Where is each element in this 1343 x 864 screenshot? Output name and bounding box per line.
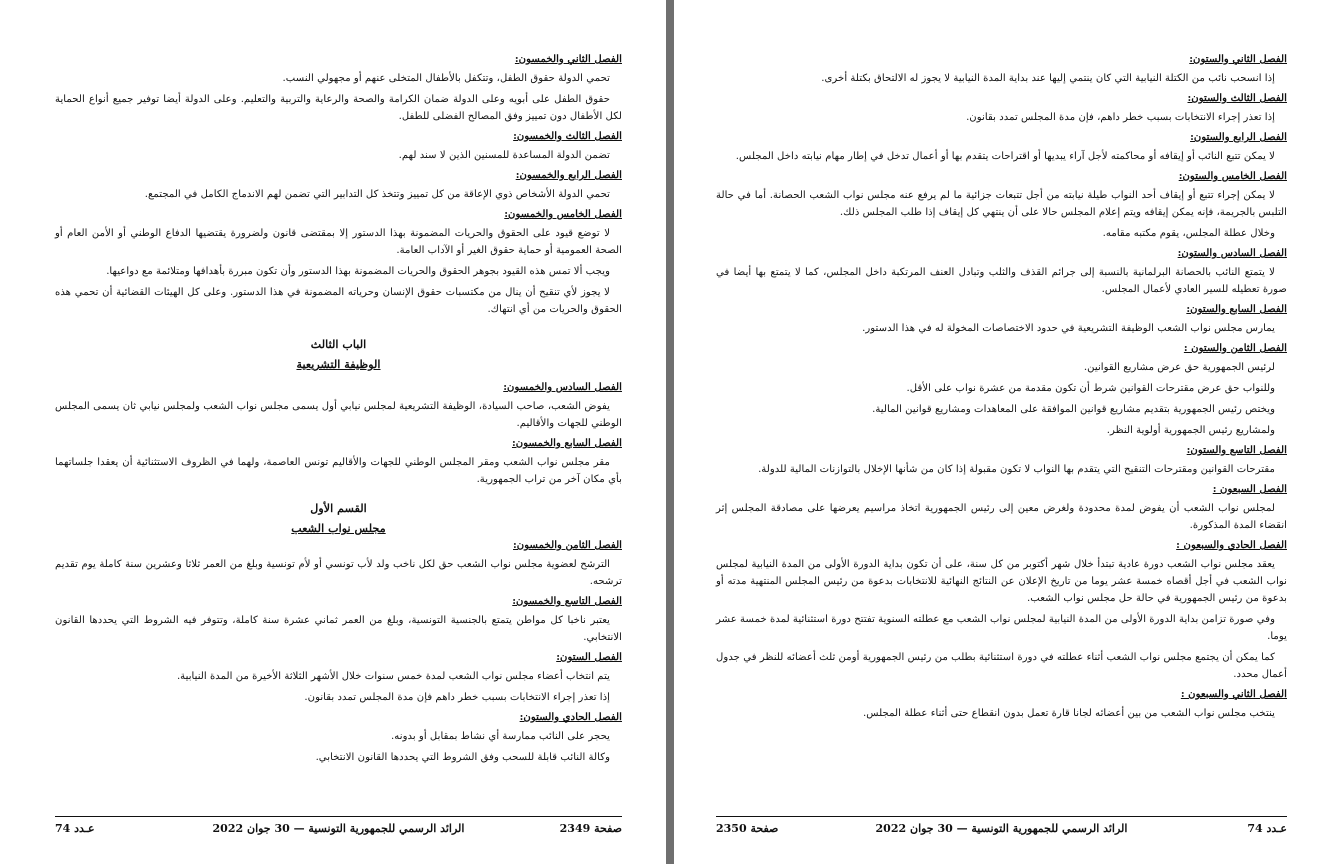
article-paragraph: يحجر على النائب ممارسة أي نشاط بمقابل أو بدونه.	[391, 731, 610, 742]
article-title: الفصل الثامن والخمسون:	[513, 539, 622, 551]
article-title: الفصل الثالث والخمسون:	[513, 130, 622, 142]
article-paragraph: وللنواب حق عرض مقترحات القوانين شرط أن تكون مقدمة من عشرة نواب على الأقل.	[906, 383, 1275, 394]
article-title: الفصل الخامس والستون:	[1178, 170, 1287, 182]
article-title: الفصل الثالث والستون:	[1187, 92, 1287, 104]
article-title: الفصل السادس والستون:	[1177, 247, 1287, 259]
chapter-title: الباب الثالث	[310, 337, 367, 351]
article-paragraph: لرئيس الجمهورية حق عرض مشاريع القوانين.	[1083, 362, 1275, 373]
article-paragraph: إذا تعذر إجراء الانتخابات بسبب خطر داهم فإن مدة المجلس تمدد بقانون.	[304, 692, 610, 703]
article-paragraph: لا يتمتع النائب بالحصانة البرلمانية بالنسبة إلى جرائم القذف والثلب وتبادل العنف المرتكبة داخل المجلس، كما لا يتمتع بها أيضا في صورة تعطيله للسير العادي لأعمال المجلس.	[716, 267, 1287, 295]
page-footer	[716, 822, 1287, 842]
article-paragraph: لا يمكن تتبع النائب أو إيقافه أو محاكمته لأجل آراء يبديها أو اقتراحات يتقدم بها أو أعمال تدخل في إطار مهام نيابته داخل المجلس.	[735, 151, 1275, 162]
left-sections-2	[55, 380, 622, 488]
article-title: الفصل الحادي والستون:	[519, 711, 622, 723]
article-paragraph: لا يمكن إجراء تتبع أو إيقاف أحد النواب طيلة نيابته من أجل تتبعات جزائية ما لم يرفع عنه مجلس نواب الشعب الحصانة. أما في حالة التلبس بالجريمة، فإنه يمكن إيقافه ويتم إعلام المجلس حالا على أن ينتهي كل إيقاف إذا طلب المجلس ذلك.	[716, 190, 1287, 218]
page-footer	[55, 822, 622, 842]
article-title: الفصل الستون:	[556, 651, 622, 663]
article-paragraph: مقترحات القوانين ومقترحات التنقيح التي يتقدم بها النواب لا تكون مقبولة إذا كان من شأنها الإخلال بالتوازنات المالية للدولة.	[758, 464, 1275, 475]
article-paragraph: ينتخب مجلس نواب الشعب من بين أعضائه لجانا قارة تعمل بدون انقطاع حتى أثناء عطلة المجلس.	[862, 708, 1275, 719]
article-paragraph: لمجلس نواب الشعب أن يفوض لمدة محدودة ولغرض معين إلى رئيس الجمهورية اتخاذ مراسيم يعرضها على مصادقة المجلس إثر انقضاء المدة المذكورة.	[716, 503, 1287, 531]
article-title: الفصل السابع والستون:	[1186, 303, 1287, 315]
article-title: الفصل السادس والخمسون:	[503, 381, 622, 393]
article-paragraph: وخلال عطلة المجلس، يقوم مكتبه مقامه.	[1102, 228, 1275, 239]
article-title: الفصل الرابع والخمسون:	[515, 169, 622, 181]
article-paragraph: تضمن الدولة المساعدة للمسنين الذين لا سند لهم.	[398, 150, 610, 161]
article-title: الفصل الثاني والخمسون:	[514, 53, 622, 65]
article-paragraph: الترشح لعضوية مجلس نواب الشعب حق لكل ناخب ولد لأب تونسي أو لأم تونسية وبلغ من العمر ثلاثا وعشرين سنة كاملة يوم تقديم ترشحه.	[55, 559, 622, 587]
article-title: الفصل الرابع والستون:	[1190, 131, 1287, 143]
article-title: الفصل الثاني والسبعون :	[1180, 688, 1287, 700]
article-title: الفصل الحادي والسبعون :	[1176, 539, 1287, 551]
article-paragraph: وكالة النائب قابلة للسحب وفق الشروط التي يحددها القانون الانتخابي.	[315, 752, 610, 763]
article-paragraph: ويختص رئيس الجمهورية بتقديم مشاريع قوانين الموافقة على المعاهدات ومشاريع قوانين المالية.	[872, 404, 1275, 415]
left-page	[0, 0, 666, 864]
article-paragraph: يفوض الشعب، صاحب السيادة، الوظيفة التشريعية لمجلس نيابي أول يسمى مجلس نواب الشعب ولمجلس نيابي ثان يسمى المجلس الوطني للجهات والأقاليم.	[55, 401, 622, 429]
journal-date: الرائد الرسمي للجمهورية التونسية — 30 جوان 2022	[875, 822, 1128, 835]
issue-number: عـدد 74	[1247, 822, 1287, 835]
article-title: الفصل الثاني والستون:	[1189, 53, 1287, 65]
article-paragraph: إذا تعذر إجراء الانتخابات بسبب خطر داهم، فإن مدة المجلس تمدد بقانون.	[966, 112, 1275, 123]
article-paragraph: تحمي الدولة الأشخاص ذوي الإعاقة من كل تمييز وتتخذ كل التدابير التي تضمن لهم الاندماج الكامل في المجتمع.	[144, 189, 610, 200]
article-paragraph: حقوق الطفل على أبويه وعلى الدولة ضمان الكرامة والصحة والرعاية والتربية والتعليم. وعلى الدولة أيضا توفير جميع أنواع الحماية لكل الأطفال دون تمييز وفق المصالح الفضلى للطفل.	[55, 94, 622, 122]
article-paragraph: تحمي الدولة حقوق الطفل، وتتكفل بالأطفال المتخلى عنهم أو مجهولي النسب.	[282, 73, 610, 84]
chapter-subtitle: الوظيفة التشريعية	[296, 357, 381, 371]
article-paragraph: لا توضع قيود على الحقوق والحريات المضمونة بهذا الدستور إلا بمقتضى قانون ولضرورة يقتضيها الدفاع الوطني أو الأمن العام أو الصحة العمومية أو حماية حقوق الغير أو الآداب العامة.	[55, 228, 622, 256]
article-title: الفصل التاسع والستون:	[1186, 444, 1287, 456]
article-title: الفصل التاسع والخمسون:	[512, 595, 622, 607]
article-title: الفصل الثامن والستون :	[1183, 342, 1287, 354]
footer-rule	[716, 816, 1287, 817]
issue-number: عـدد 74	[55, 822, 95, 835]
article-paragraph: يتم انتخاب أعضاء مجلس نواب الشعب لمدة خمس سنوات خلال الأشهر الثلاثة الأخيرة من المدة النيابية.	[176, 671, 610, 682]
right-page	[674, 0, 1343, 864]
journal-date: الرائد الرسمي للجمهورية التونسية — 30 جوان 2022	[212, 822, 465, 835]
article-paragraph: وفي صورة تزامن بداية الدورة الأولى من المدة النيابية لمجلس نواب الشعب مع عطلته السنوية تفتتح دورة استثنائية لمدة خمسة عشر يوما.	[716, 614, 1287, 642]
article-paragraph: لا يجوز لأي تنقيح أن ينال من مكتسبات حقوق الإنسان وحرياته المضمونة في هذا الدستور. وعلى كل الهيئات القضائية أن تحمي هذه الحقوق والحريات من أي انتهاك.	[55, 287, 622, 315]
article-paragraph: ولمشاريع رئيس الجمهورية أولوية النظر.	[1106, 425, 1275, 436]
article-paragraph: يمارس مجلس نواب الشعب الوظيفة التشريعية في حدود الاختصاصات المخولة له في هذا الدستور.	[862, 323, 1275, 334]
article-paragraph: إذا انسحب نائب من الكتلة النيابية التي كان ينتمي إليها عند بداية المدة النيابية لا يجوز له الالتحاق بكتلة أخرى.	[821, 73, 1275, 84]
article-title: الفصل السبعون :	[1212, 483, 1287, 495]
page-number: صفحة 2349	[559, 822, 622, 835]
left-sections	[55, 52, 622, 318]
right-sections	[716, 52, 1287, 722]
article-title: الفصل الخامس والخمسون:	[504, 208, 622, 220]
article-paragraph: مقر مجلس نواب الشعب ومقر المجلس الوطني للجهات والأقاليم تونس العاصمة، ولهما في الظروف الاستثنائية أن يعقدا جلساتهما بأي مكان آخر من تراب الجمهورية.	[55, 457, 622, 485]
left-sections-3	[55, 538, 622, 766]
article-paragraph: ويجب ألا تمس هذه القيود بجوهر الحقوق والحريات المضمونة بهذا الدستور وأن تكون مبررة بأهدافها ومتلائمة مع دواعيها.	[106, 266, 610, 277]
article-title: الفصل السابع والخمسون:	[511, 437, 622, 449]
part-title: القسم الأول	[310, 501, 367, 515]
part-subtitle: مجلس نواب الشعب	[291, 521, 386, 535]
article-paragraph: كما يمكن أن يجتمع مجلس نواب الشعب أثناء عطلته في دورة استثنائية بطلب من رئيس الجمهورية أومن ثلث أعضائه للنظر في جدول أعمال محدد.	[716, 652, 1287, 680]
article-paragraph: يعقد مجلس نواب الشعب دورة عادية تبتدأ خلال شهر أكتوبر من كل سنة، على أن تكون بداية الدورة الأولى من المدة النيابية لمجلس نواب الشعب في أجل أقصاه خمسة عشر يوما من تاريخ الإعلان عن النتائج النهائية للانتخابات بدعوة من رئيس المجلس المنتهية مدته أو بدعوة من رئيس الجمهورية في حالة حل مجلس نواب الشعب.	[716, 559, 1287, 604]
footer-rule	[55, 816, 622, 817]
article-paragraph: يعتبر ناخبا كل مواطن يتمتع بالجنسية التونسية، وبلغ من العمر ثماني عشرة سنة كاملة، وتتوفر فيه الشروط التي يحددها القانون الانتخابي.	[55, 615, 622, 643]
page-number: صفحة 2350	[716, 822, 779, 835]
